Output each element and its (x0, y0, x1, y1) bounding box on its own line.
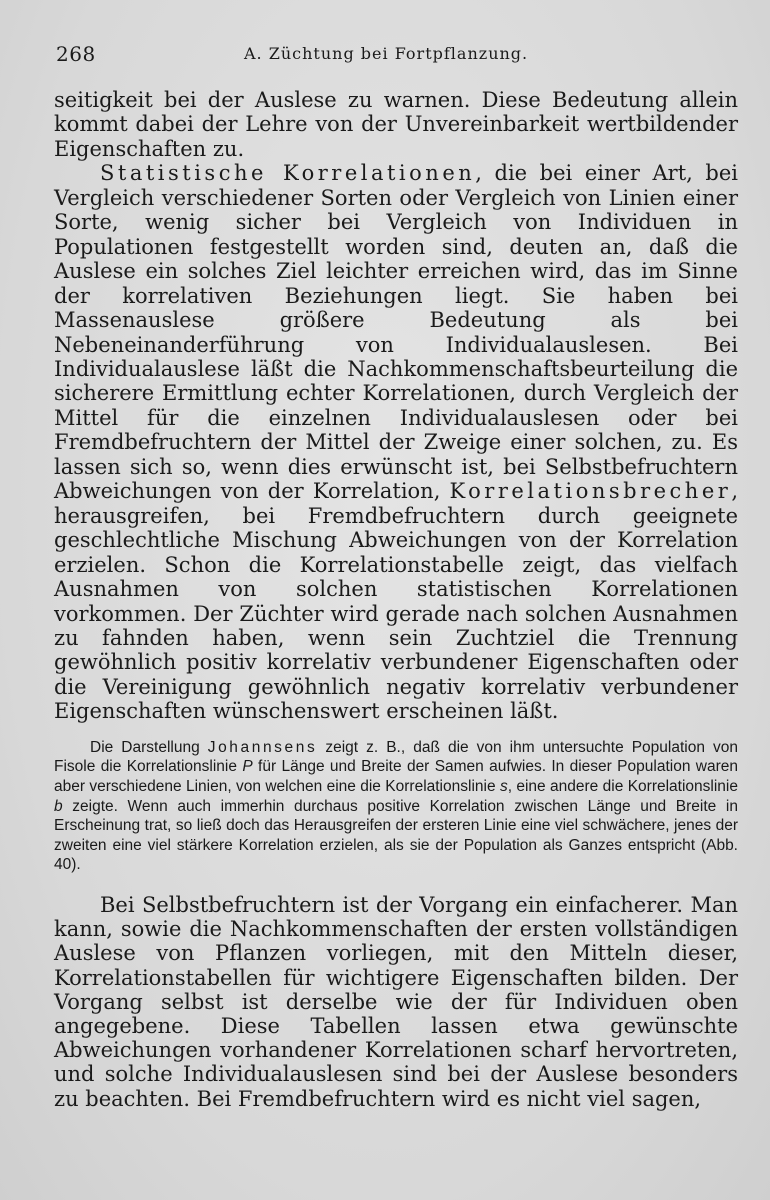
note-paragraph (54, 738, 738, 875)
page-number: 268 (56, 42, 96, 66)
paragraph-continuation: seitigkeit bei der Auslese zu warnen. Diese Bedeutung allein kommt dabei der Lehre von der Unvereinbarkeit wertbildender Eigenschaften zu. (54, 88, 738, 161)
symbol-P: P (242, 758, 253, 776)
note-text: für Länge und Breite der Samen aufwies. In dieser Population waren aber verschiedene Linien, von welchen eine die Korrelationslinie (54, 758, 738, 795)
page-header (54, 38, 738, 72)
paragraph-text: , herausgreifen, bei Fremdbefruchtern durch geeignete geschlechtliche Mischung Abweichungen von der Korrelation erzielen. Schon die Korrelationstabelle zeigt, das vielfach Ausnahmen von solchen statistischen Korrelationen vorkommen. Der Züchter wird gerade nach solchen Ausnahmen zu fahnden haben, wenn sein Zuchtziel die Trennung gewöhnlich positiv korrelativ verbundener Eigenschaften oder die Vereinigung gewöhnlich negativ korrelativ verbundener Eigenschaften wünschenswert erscheinen läßt. (54, 479, 738, 724)
running-head: A. Züchtung bei Fortpflanzung. (244, 44, 529, 63)
small-print-note (54, 738, 738, 875)
note-text: zeigt z. B., daß die von ihm untersuchte Population von Fisole die Korrelationslinie (54, 738, 738, 776)
symbol-s: s (499, 777, 508, 795)
paragraph-text: , die bei einer Art, bei Vergleich verschiedener Sorten oder Vergleich von Linien einer Sorte, wenig sicher bei Vergleich von Individuen in Populationen festgestellt worden sind, deuten an, daß die Auslese ein solches Ziel leichter erreichen wird, das im Sinne der korrelativen Beziehungen liegt. Sie haben bei Massenauslese größere Bedeutung als bei Nebeneinanderführung von Individualauslesen. Bei Individualauslese läßt die Nachkommenschaftsbeurteilung die sicherere Ermittlung echter Korrelationen, durch Vergleich der Mittel für die einzelnen Individualauslesen oder bei Fremdbefruchtern der Mittel der Zweige einer solchen, zu. Es lassen sich so, wenn dies erwünscht ist, bei Selbstbefruchtern Abweichungen von der Korrelation, (54, 161, 738, 504)
author-name: Johannsens (207, 738, 318, 756)
symbol-b: b (54, 797, 63, 815)
note-text: zeigte. Wenn auch immerhin durchaus positive Korrelation zwischen Länge und Breite in Erscheinung trat, so ließ doch das Herausgreifen der ersteren Linie eine viel schwächere, jenes der zweiten eine viel stärkere Korrelation erzielen, als sie der Population als Ganzes entspricht (Abb. 40). (54, 797, 738, 874)
main-text-block (54, 88, 738, 724)
note-text: , eine andere die Korrelationslinie (507, 777, 738, 795)
spaced-term: Statistische Korrelationen (100, 161, 476, 186)
paragraph-self-fertilizers: Bei Selbstbefruchtern ist der Vorgang ein einfacherer. Man kann, sowie die Nachkommenschaften der ersten vollständigen Auslese von Pflanzen vorliegen, mit den Mitteln dieser, Korrelationstabellen für wichtigere Eigenschaften bilden. Der Vorgang selbst ist derselbe wie der für Individuen oben angegebene. Diese Tabellen lassen etwa gewünschte Abweichungen vorhandener Korrelationen scharf hervortreten, und solche Individualauslesen sind bei der Auslese besonders zu beachten. Bei Fremdbefruchtern wird es nicht viel sagen, (54, 892, 738, 1111)
main-text-block-2 (54, 893, 738, 1111)
spaced-term-correlation-breaker: Korrelationsbrecher (449, 479, 732, 504)
note-text: Die Darstellung (90, 738, 208, 756)
paragraph-statistical-correlations (54, 161, 738, 723)
